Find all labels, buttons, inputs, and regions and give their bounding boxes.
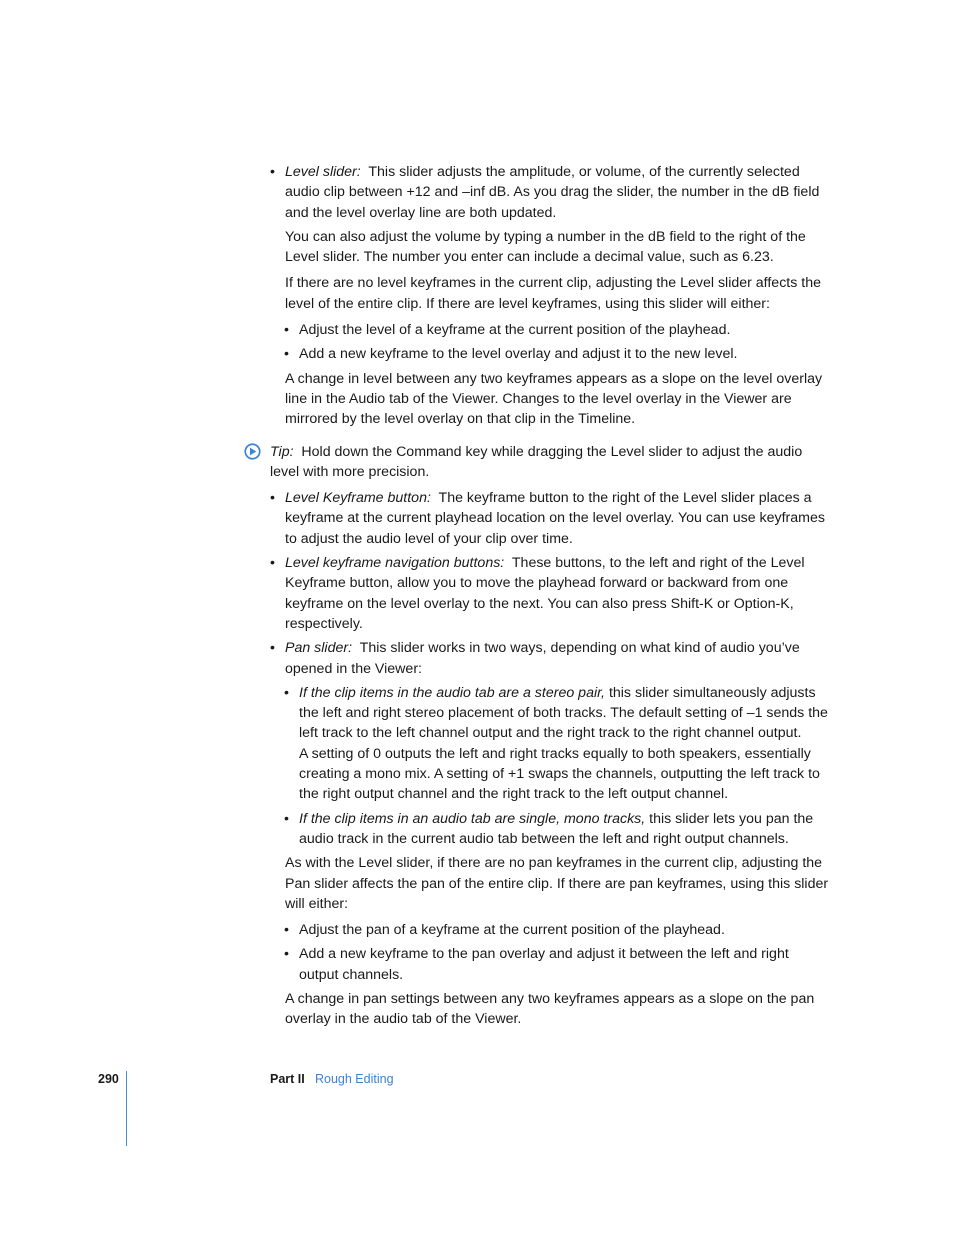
term-stereo: If the clip items in the audio tab are a stereo pair, bbox=[299, 684, 605, 701]
sub-list-item-stereo bbox=[270, 683, 830, 805]
term-level-keyframe-button: Level Keyframe button: bbox=[285, 490, 431, 507]
term-pan-slider: Pan slider: bbox=[285, 640, 353, 657]
tip-label: Tip: bbox=[270, 443, 294, 460]
term-level-keyframe-nav: Level keyframe navigation buttons: bbox=[285, 555, 505, 572]
sub-list-item: • Add a new keyframe to the level overlay and adjust it to the new level. bbox=[270, 344, 830, 364]
term-level-slider: Level slider: bbox=[285, 164, 361, 180]
text-stereo: this slider simultaneously adjusts the left and right stereo placement of both tracks. The default setting of –1 sends the left track to the left channel output and the right track to the right channel output. bbox=[299, 684, 828, 742]
text-pan-slider: This slider works in two ways, depending on what kind of audio you’ve opened in the Viewer: bbox=[285, 640, 800, 677]
term-mono: If the clip items in an audio tab are single, mono tracks, bbox=[299, 810, 646, 827]
paragraph: If there are no level keyframes in the current clip, adjusting the Level slider affects the level of the entire clip. If there are level keyframes, using this slider will either: bbox=[285, 275, 821, 312]
text-level-keyframe-nav: These buttons, to the left and right of the Level Keyframe button, allow you to move the playhead forward or backward from one keyframe on the level overlay to the next. You can also press Shift-K or Option-K, respectively. bbox=[285, 555, 805, 632]
paragraph: You can also adjust the volume by typing a number in the dB field to the right of the Level slider. The number you enter can include a decimal value, such as 6.23. bbox=[285, 228, 806, 266]
footer-section-title: Rough Editing bbox=[315, 1072, 394, 1086]
paragraph: A change in level between any two keyframes appears as a slope on the level overlay line in the Audio tab of the Viewer. Changes to the level overlay in the Viewer are mirrored by the level overlay on that clip in the Timeline. bbox=[285, 370, 823, 428]
sub-list-item: • Adjust the pan of a keyframe at the current position of the playhead. bbox=[270, 920, 830, 940]
footer-divider bbox=[126, 1071, 127, 1146]
paragraph: A change in pan settings between any two keyframes appears as a slope on the pan overlay in the audio tab of the Viewer. bbox=[285, 990, 815, 1028]
list-item-level-slider bbox=[270, 162, 830, 223]
list-item-level-keyframe-nav bbox=[270, 553, 830, 634]
text-mono: this slider lets you pan the audio track in the current audio tab between the left and right output channels. bbox=[299, 810, 814, 847]
paragraph: As with the Level slider, if there are no pan keyframes in the current clip, adjusting the Pan slider affects the pan of the entire clip. If there are pan keyframes, using this slider will either: bbox=[285, 855, 829, 912]
tip-arrow-icon bbox=[244, 443, 261, 460]
sub-list-item-mono bbox=[270, 809, 830, 850]
sub-list-item: • Add a new keyframe to the pan overlay and adjust it between the left and right output channels. bbox=[270, 944, 830, 985]
footer-part-label: Part II bbox=[270, 1072, 305, 1086]
tip-note bbox=[270, 442, 830, 483]
text-level-keyframe-button: The keyframe button to the right of the Level slider places a keyframe at the current playhead location on the level overlay. You can use keyframes to adjust the audio level of your clip over time. bbox=[285, 490, 825, 547]
list-item-level-keyframe-button bbox=[270, 488, 830, 549]
text-stereo-2: A setting of 0 outputs the left and right tracks equally to both speakers, essentially creating a mono mix. A setting of +1 swaps the channels, outputting the left track to the right output channel and the right track to the left output channel. bbox=[299, 745, 820, 803]
text-level-slider: This slider adjusts the amplitude, or volume, of the currently selected audio clip between +12 and –inf dB. As you drag the slider, the number in the dB field and the level overlay line are both updated. bbox=[285, 164, 820, 221]
list-item-pan-slider bbox=[270, 638, 830, 679]
sub-list-item: • Adjust the level of a keyframe at the current position of the playhead. bbox=[270, 320, 830, 340]
page-number: 290 bbox=[98, 1072, 119, 1086]
tip-text: Hold down the Command key while dragging the Level slider to adjust the audio level with more precision. bbox=[270, 443, 803, 480]
page-content bbox=[270, 162, 830, 1036]
